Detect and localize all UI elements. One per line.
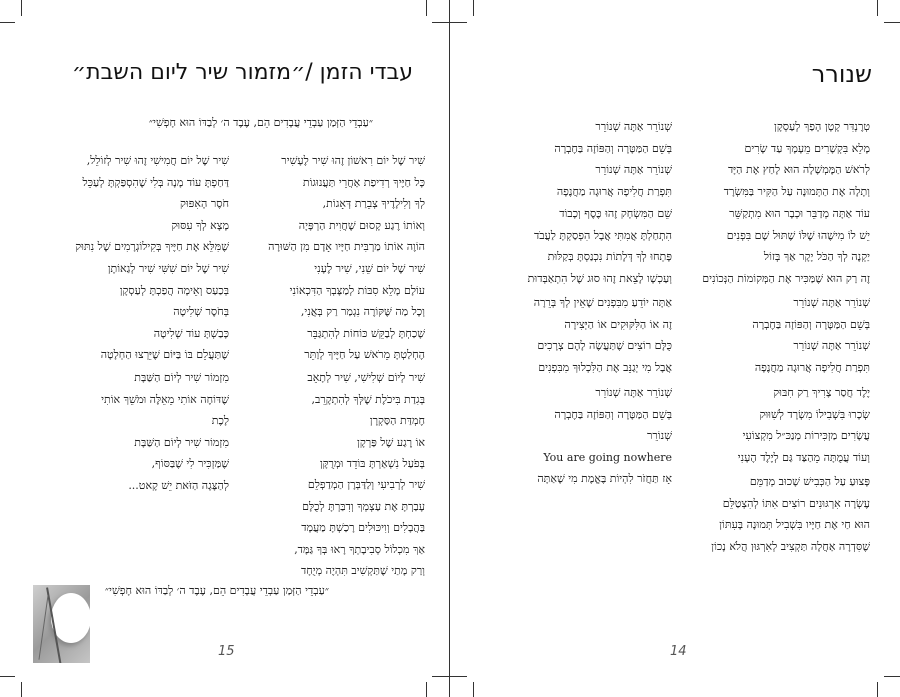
stanza bbox=[307, 367, 425, 475]
verse-line: שְׂכָרוּ בִּשְׁבִילוֹ מִשְׂרָד לְשִׁוּוּק bbox=[759, 407, 870, 421]
moon-shape bbox=[51, 593, 90, 643]
page-title: עבדי הזמן /״מזמור שיר ליום השבת״ bbox=[71, 60, 413, 85]
verse-line: יֶלֶד חֲסַר צָרִיךְ רַק חִבּוּק bbox=[773, 386, 870, 399]
stanza bbox=[738, 382, 870, 468]
stanza bbox=[724, 116, 870, 202]
stanza bbox=[294, 474, 425, 582]
verse-line: בְּגִדַת בִּיכֹלֶת שֶׁלְּךָ לְהִתְקָרֵב, bbox=[311, 392, 425, 406]
stanza bbox=[534, 292, 672, 378]
verse-line: שֶׁדּוֹחֶה אוֹתִי מֵאֵלֶּה וּמֹשֵׁךְ אוֹתִי bbox=[101, 392, 229, 406]
verse-line: אַתָּה יוֹדֵעַ מִבִּפְנִים שֶׁאֵין לְךָ בְּרֵרָה bbox=[533, 296, 672, 309]
verse-line: יֵשׁ לוֹ מִישֶׁהוּ שֶׁלּוֹ שֶׁתּוּל שָׁם בִּפְנִים bbox=[726, 228, 870, 242]
verse-line: הוֹוֶה אוֹתוֹ מַרְבִּית חַיָּיו אָדָם מִן הַשּׁוּרָה bbox=[268, 240, 425, 253]
verse-line: שִׁיר לְיוֹם שְׁלִישִׁי, שִׁיר לְתָאֵב bbox=[307, 371, 425, 384]
stanza bbox=[75, 150, 229, 258]
branch-shape bbox=[38, 595, 48, 660]
verse-line: הוּא חַי אֶת חַיָּיו בִּשְׁבִיל תְּמוּנָה בָּעִתּוֹן bbox=[719, 518, 870, 531]
verse-line: בְּכַעַס וְאֵימָה הֲפַכְתָּ לְעַסְקָן bbox=[119, 283, 229, 297]
verse-line: אַךְ מִכְלוֹל סְבִיבָתְךָ רָאוּ בְּךָ גַּמָּד, bbox=[294, 542, 425, 556]
verse-line: שֶׁמִּלֵּא אֶת חַיֶּיךָ בְּקִילוֹגְרָמִים שֶׁל נִתּוּק bbox=[75, 240, 229, 253]
verse-line: שְׁנוֹרֵר אַתָּה שְׁנוֹרֵר bbox=[595, 386, 672, 399]
stanza bbox=[528, 203, 672, 289]
verse-line: עוֹד אַתָּה מְדַבֵּר וּכְבָר הוּא מִתְקַשֵּׁר bbox=[729, 207, 870, 220]
moon-illustration bbox=[33, 585, 90, 663]
verse-line: וְרַק מָתַי שֶׁתַּקְשִׁיב תִּהְיֶה מְיֻחָד bbox=[300, 564, 425, 577]
verse-line: הֶחְלַטְתָּ מֵרֹאשׁ עַל חַיֶּיךָ לְוַתֵּר bbox=[304, 348, 425, 361]
page-number: 15 bbox=[218, 644, 235, 659]
verse-line: שִׁיר לְרְבִיעִי וְלַדַּבְּרָן הַמְדַפְלֵם bbox=[307, 478, 425, 491]
verse-line: אוֹ רֶגַע שֶׁל פַּרְקָן bbox=[357, 435, 425, 449]
verse-line: מָצָא לְךָ עִסּוּק bbox=[171, 218, 229, 232]
verse-line: שֶׁסִּדְרָה אַחֲלָה תַּקְצִיב לְאִרְגּוּן הֲלֹא נָכוֹן bbox=[711, 539, 870, 553]
verse-line: דַּחַפְתָּ עוֹד מָנָה בְּלִי שֶׁהִסְפַּקְתָּ לְעַכֵּל bbox=[82, 175, 229, 189]
verse-line: לָכֶת bbox=[211, 414, 229, 427]
verse-line: שֶׁמַּזְכִּיר לִי שֶׁבַּסּוֹף, bbox=[151, 457, 229, 470]
verse-line: לְרֹאשׁ הַמֶּמְשָׁלָה הוּא לָחַץ אֶת הַיָּד bbox=[728, 163, 870, 176]
verse-line: שֶׁתַּעֲלֵם בּוֹ בַּיּוֹם שֶׁיֵּרְצוּ הַחְלָטָה bbox=[100, 348, 229, 361]
verse-line: פָּתְחוּ לְךָ דְּלָתוֹת נִכְנַסְתָּ בְּקַלּוּת bbox=[547, 250, 672, 263]
stanza bbox=[101, 367, 229, 496]
verse-line: שְׁנוֹרֵר אַתָּה שְׁנוֹרֵר bbox=[793, 339, 870, 352]
verse-line: שְׁנוֹרֵר אַתָּה שְׁנוֹרֵר bbox=[595, 120, 672, 133]
verse-line: טְרֶנְדִּר קָטָן הָפַךְ לְעַסְקָן bbox=[774, 120, 870, 133]
verse-line: שְׁנוֹרֵר אַתָּה שְׁנוֹרֵר bbox=[793, 296, 870, 309]
verse-line: וְעוֹד עֲמֻתָּה מֵהַצַּד גַּם לְיֶלֶד הֶעָנִי bbox=[737, 450, 870, 464]
stanza bbox=[268, 150, 425, 258]
verse-line: חֹסֶר הָאִפּוּק bbox=[179, 197, 229, 210]
stanza bbox=[537, 382, 672, 490]
stanza bbox=[554, 116, 672, 202]
verse-line: חֶמְדַּת הַסַּקְרָן bbox=[369, 414, 425, 427]
verse-line: בַּהֲבָלִים וְוִיכּוּלִים רָכַשְׁתָּ מַעֲמָד bbox=[301, 521, 425, 534]
verse-line-english: You are going nowhere bbox=[543, 450, 672, 464]
verse-line: מָלֵא בִּקְשָׁרִים מֵעָמָךְ עַד שָׂרִים bbox=[744, 141, 870, 155]
verse-line: בְּחֹסֶר שְׁלִיטָה bbox=[173, 305, 229, 318]
verse-line: וְעַכְשָׁו לָצֵאת זֶהוּ סוּג שֶׁל הִתְאַבְּדוּת bbox=[527, 271, 672, 285]
verse-line: מִזְמוֹר שִׁיר לְיוֹם הַשַּׁבָּת bbox=[134, 371, 229, 384]
verse-line: לְךָ וְלִילָדֶיךָ צְבֵרַת דְּאָגוֹת, bbox=[322, 197, 425, 210]
verse-line: הִתְחַלְתָּ אֲמִתִּי אֲבָל הִפְסַקְתָּ לַעֲבֹד bbox=[533, 228, 672, 242]
stanza bbox=[711, 471, 870, 557]
verse-line: בְּשֵׁם הַמַּטָּרָה וְהַפּוֹזָה בַּחֶבְרָה bbox=[554, 407, 672, 421]
page-15 bbox=[0, 0, 449, 697]
page-14 bbox=[450, 0, 900, 697]
verse-line: בְּשֵׁם הַמַּטָּרָה וְהַפּוֹזָה בַּחֶבְרָה bbox=[752, 317, 870, 331]
verse-line: שְׁנוֹרֵר bbox=[647, 429, 672, 442]
verse-line: שֵׁם הַמִּשְׂחָק זֶהוּ כֶּסֶף וְכָבוֹד bbox=[559, 207, 672, 220]
verse-line: שִׁיר שֶׁל יוֹם חֲמִישִׁי זֶהוּ שִׁיר לְזוֹלֵל, bbox=[86, 154, 229, 167]
verse-line: זֶה אוֹ הַלִּקּוּקִים אוֹ הַיְּצִירָה bbox=[564, 317, 672, 331]
verse-line: עָבַרְתָּ אֶת עַצְמְךָ וְדִבַּרְתָּ לְכֻלָּם bbox=[302, 499, 425, 513]
verse-line: וְאוֹתוֹ רֶגַע קָסוּם שֶׁחֲוִית הַרְפָּיָה bbox=[298, 218, 425, 232]
verse-line: אֲבָל מִי יְגַנֵּב אֶת הַלִּכְלוּךְ מִבִּפְנִים bbox=[538, 360, 672, 374]
verse-line: עוֹלָם מָלֵא סִבּוֹת לְמַצָּבְךָ הַדִּכְאוֹנִי bbox=[289, 283, 425, 297]
epigraph-bottom: ״עַבְדֵי הַזְּמַן עַבְדֵי עֲבָדִים הֵם, עֶבֶד ה׳ לְבַדּוֹ הוּא חָפְשִׁי״ bbox=[104, 584, 329, 597]
verse-line: לְהַצָּגָה הַזֹּאת יֵשׁ קָאט... bbox=[128, 478, 229, 492]
verse-line: בְּפֹעַל נִשְׁאַרְתָּ בּוֹדֵד וּמְרֻקָּן bbox=[319, 457, 425, 470]
verse-line: עֶשְׂרָה אִרְגּוּנִים רוֹצִים אִתּוֹ לְהִצְטַלֵּם bbox=[722, 496, 870, 510]
verse-line: וְכָל מַה שֶּׁקּוֹרֶה נִגְמַר רַק בְּאֲנִי, bbox=[300, 305, 425, 318]
verse-line: תִּפְרַת חֲלִיפָה אֲרוּגָה מַחֲנֶפָה bbox=[754, 360, 870, 374]
verse-line: תִּפְרַת חֲלִיפָה אֲרוּגָה מַחֲנֶפָה bbox=[556, 184, 672, 198]
stanza bbox=[702, 203, 870, 289]
verse-line: שִׁיר שֶׁל יוֹם רִאשׁוֹן זֶהוּ שִׁיר לֶעָשִׁיר bbox=[281, 154, 425, 167]
verse-line: זֶה רַק הוּא שֶׁמַּכִּיר אֶת הַמְּקוֹמוֹת הַנְּכוֹנִים bbox=[702, 271, 870, 285]
page-title: שנורר bbox=[811, 60, 872, 88]
stanza bbox=[101, 258, 229, 366]
verse-line: עֲשָׂרִים מַזְכִּירוֹת מְנַכּ״ל מִקְצוֹעִי bbox=[742, 429, 870, 442]
page-number: 14 bbox=[670, 644, 687, 659]
verse-line: אָז תַּחֲזֹר לִהְיוֹת בֶּאֱמֶת מִי שֶׁאַתָּה bbox=[537, 472, 672, 485]
epigraph-top: ״עַבְדֵי הַזְּמַן עַבְדֵי עֲבָדִים הֵם, עֶבֶד ה׳ לְבַדּוֹ הוּא חָפְשִׁי״ bbox=[148, 116, 373, 129]
verse-line: שְׁנוֹרֵר אַתָּה שְׁנוֹרֵר bbox=[595, 163, 672, 176]
verse-line: וְתָלָה אֶת הַתְּמוּנָה עַל הַקִּיר בַּמִּשְׂרָד bbox=[723, 184, 870, 198]
verse-line: שִׁיר שֶׁל יוֹם שֵׁנִי, שִׁיר לֶעָנִי bbox=[314, 262, 425, 275]
verse-line: כָּבַשְׁתָּ עוֹד שְׁלִיטָה bbox=[153, 326, 229, 340]
verse-line: כֻּלָּם רוֹצִים שֶׁתַּעֲשֶׂה לָהֶם צְרָכִים bbox=[537, 339, 672, 352]
verse-line: מִזְמוֹר שִׁיר לְיוֹם הַשַּׁבָּת bbox=[134, 435, 229, 449]
verse-line: פָּצוּעַ עַל הַכְּבִישׁ שָׁכוּב מְדַמֵּם bbox=[749, 475, 870, 488]
verse-line: יַקְנֶה לְךָ הַכֹּל יָקָר אַךְ בְּזוֹל bbox=[763, 250, 870, 263]
stanza bbox=[290, 258, 425, 366]
verse-line: בְּשֵׁם הַמַּטָּרָה וְהַפּוֹזָה בַּחֶבְרָה bbox=[554, 141, 672, 155]
stanza bbox=[752, 292, 870, 378]
verse-line: שִׁיר שֶׁל יוֹם שִׁשִּׁי שִׁיר לְגַאוֹתָן bbox=[107, 262, 229, 275]
verse-line: שָׁכַחְתָּ לְבַקֵּשׁ כּוֹחוֹת לְהִתְגַּבֵּר bbox=[307, 326, 425, 340]
verse-line: כָּל חַיֶּיךָ רְדִיפַת אַחֲרֵי תַּעֲנוּגוֹת bbox=[302, 175, 425, 189]
